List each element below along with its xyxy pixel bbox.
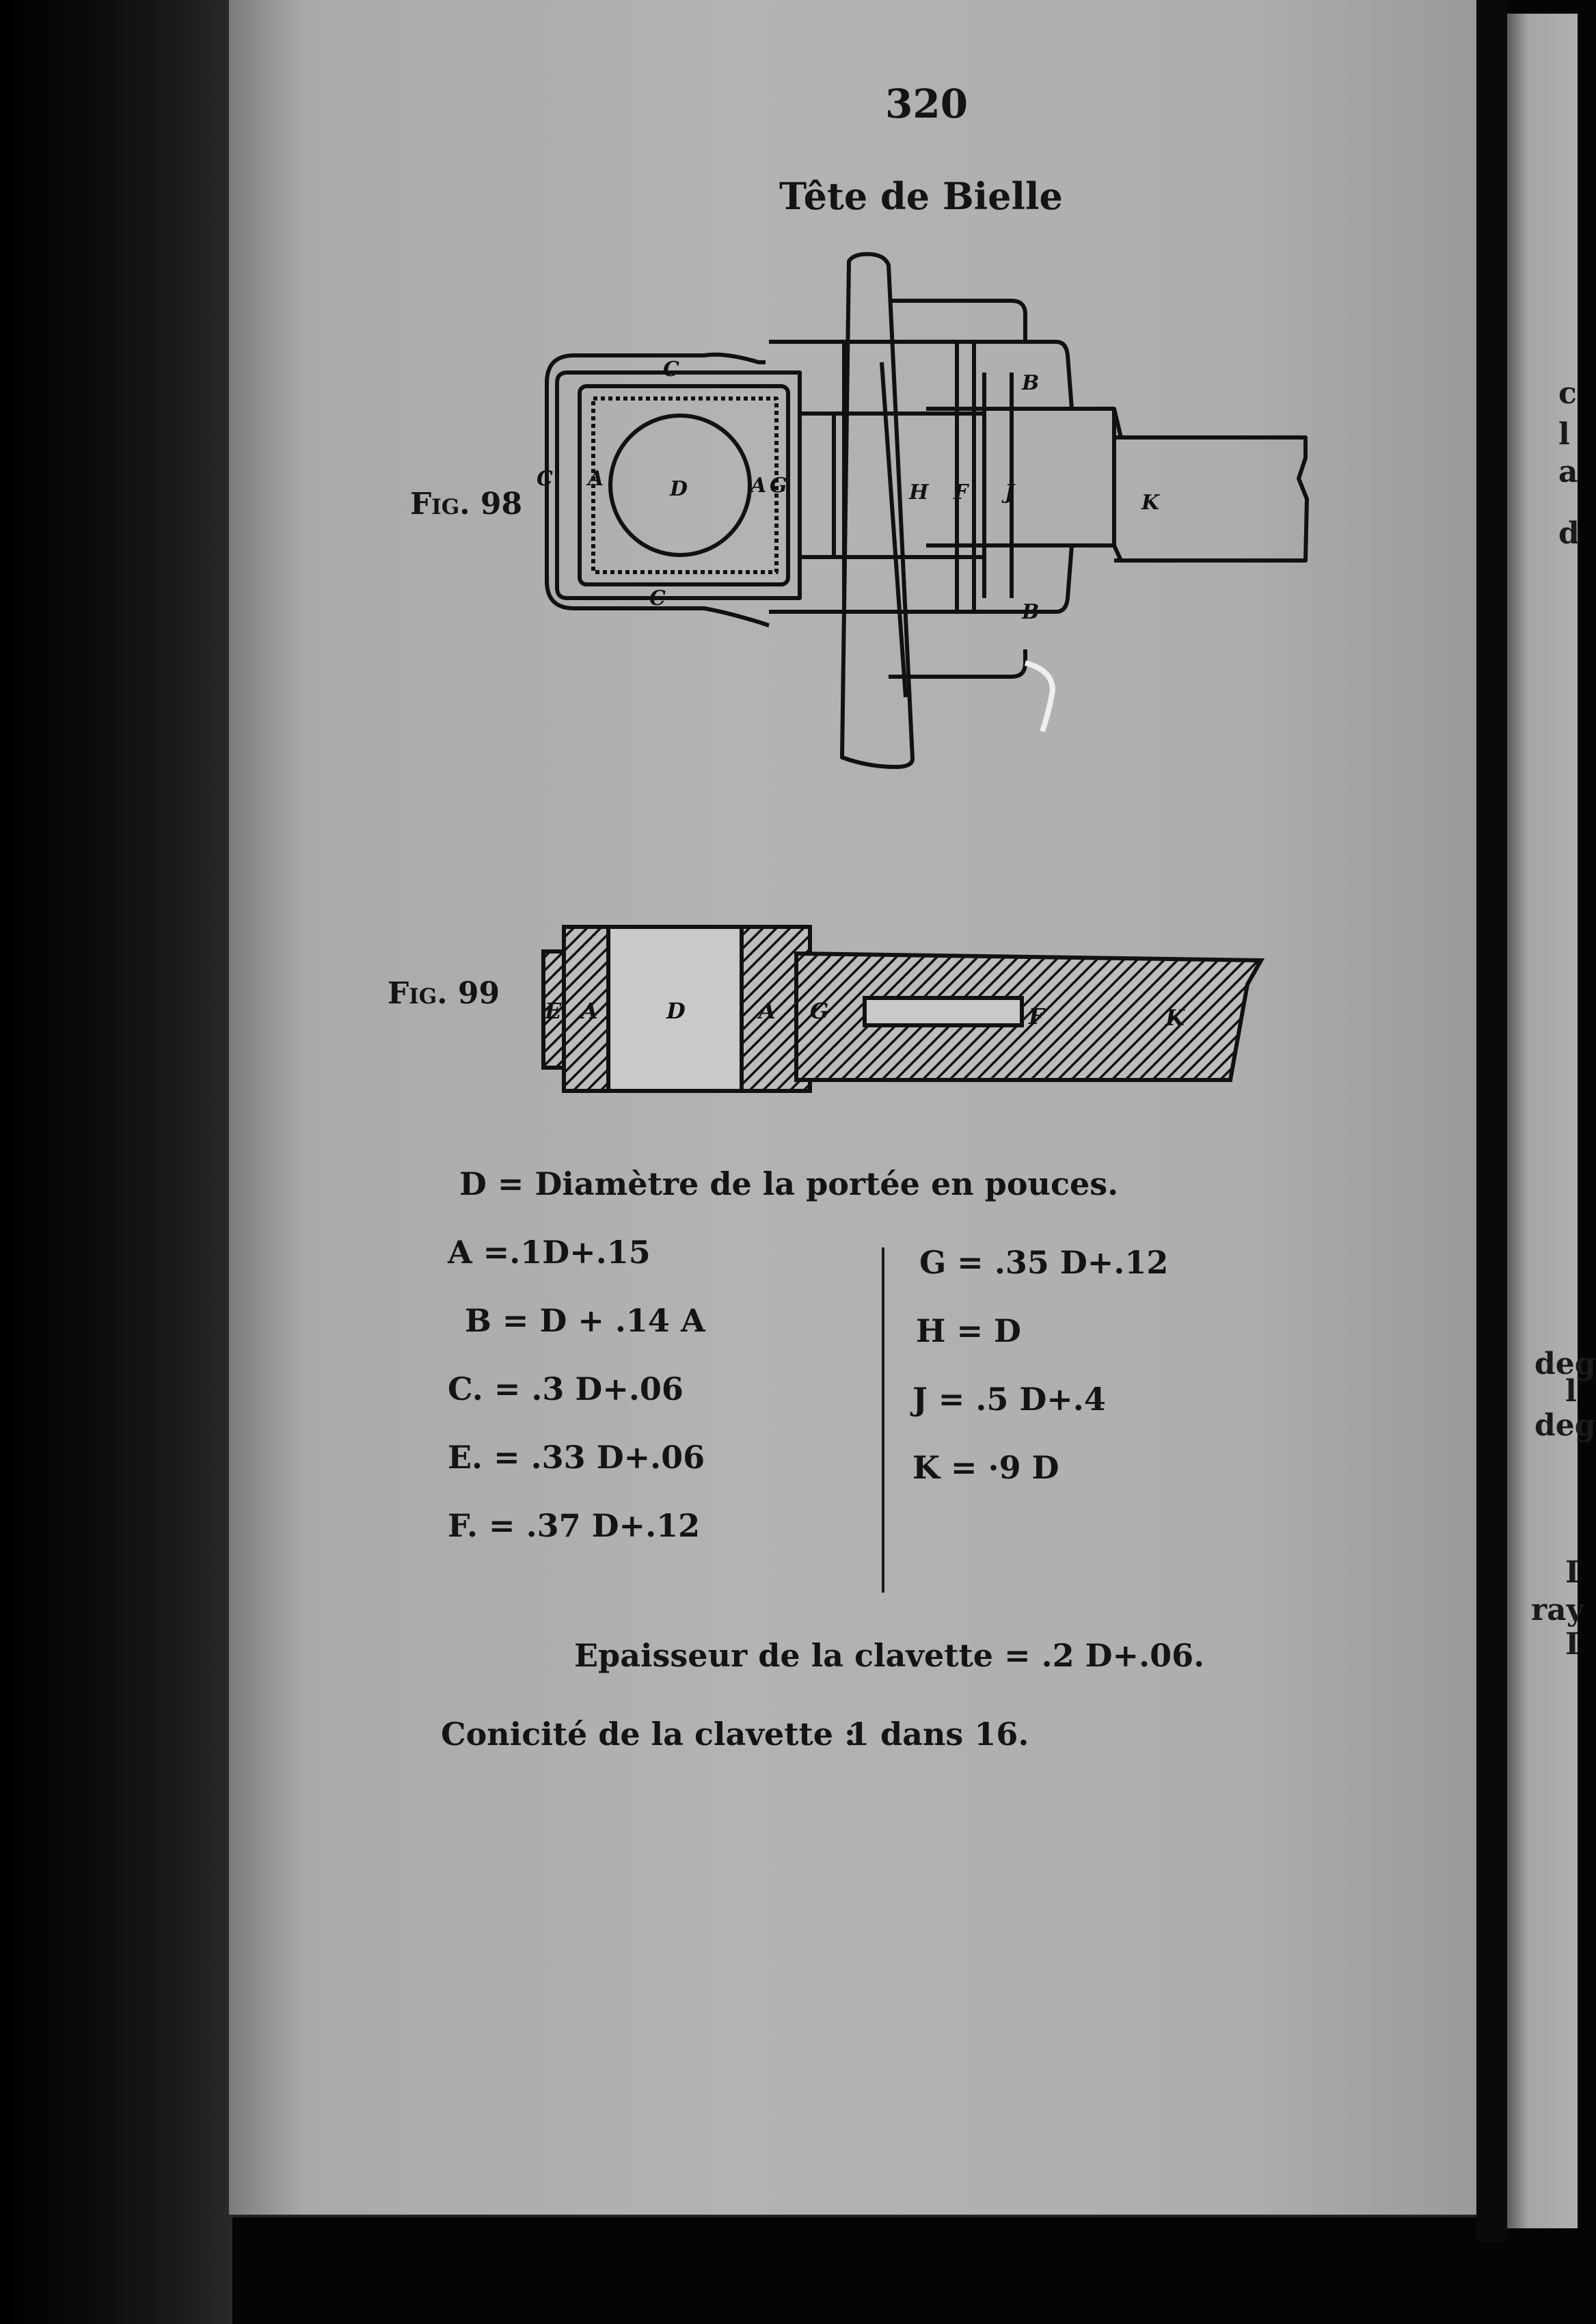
figure-99-drawing [537,923,1268,1100]
label-K: K [1165,1005,1185,1031]
label-B: B [1022,600,1040,624]
formula-B: B = D + .14 A [465,1302,705,1339]
label-A: A [581,998,598,1024]
formula-K: K = ·9 D [912,1449,1059,1486]
adjacent-page-edge [1507,14,1596,2228]
label-G: G [810,998,829,1024]
fragment-text: l [1565,1374,1577,1409]
fragment-text: c [1558,376,1577,411]
column-divider [882,1247,884,1593]
formula-C: C. = .3 D+.06 [448,1370,684,1407]
figure-99-caption: Fig. 99 [388,976,500,1011]
label-J: J [1005,481,1015,504]
label-C: C [663,357,679,381]
fragment-text: a [1558,455,1578,489]
fragment-text: ray [1531,1593,1584,1627]
key-taper-label: Conicité de la clavette : [441,1716,856,1753]
fragment-text: I [1565,1627,1580,1662]
formula-J: J = .5 D+.4 [912,1381,1106,1418]
figure-98-drawing [533,253,1326,772]
label-H: H [909,481,929,504]
label-C: C [537,467,553,491]
formula-G: G = .35 D+.12 [919,1244,1169,1281]
label-D: D [666,998,686,1024]
label-F: F [1029,1003,1044,1029]
page-number: 320 [885,81,969,127]
figure-98-caption: Fig. 98 [410,487,523,522]
fragment-text: deg [1534,1347,1596,1381]
fragment-text: d [1558,516,1580,551]
label-C: C [649,586,666,610]
page-gutter [1476,0,1507,2242]
key-thickness: Epaisseur de la clavette = .2 D+.06. [574,1637,1205,1674]
fragment-text: l [1558,417,1570,452]
label-G: G [770,474,787,498]
label-A: A [759,998,776,1024]
label-K: K [1141,491,1160,515]
fragment-text: deg [1534,1408,1596,1443]
page-title: Tête de Bielle [779,174,1063,218]
label-E: E [545,998,562,1024]
label-D: D [670,477,688,501]
book-spine-shadow [0,0,232,2324]
key-taper-value: 1 dans 16. [848,1716,1029,1753]
formula-E: E. = .33 D+.06 [448,1439,705,1476]
formula-A: A =.1D+.15 [448,1234,651,1271]
formula-F: F. = .37 D+.12 [448,1507,701,1544]
label-A: A [750,474,767,498]
formula-H: H = D [916,1312,1021,1349]
label-F: F [953,481,969,504]
label-A: A [588,467,604,491]
fragment-text: I [1565,1555,1580,1590]
diameter-definition: D = Diamètre de la portée en pouces. [459,1165,1119,1202]
label-B: B [1022,371,1040,395]
